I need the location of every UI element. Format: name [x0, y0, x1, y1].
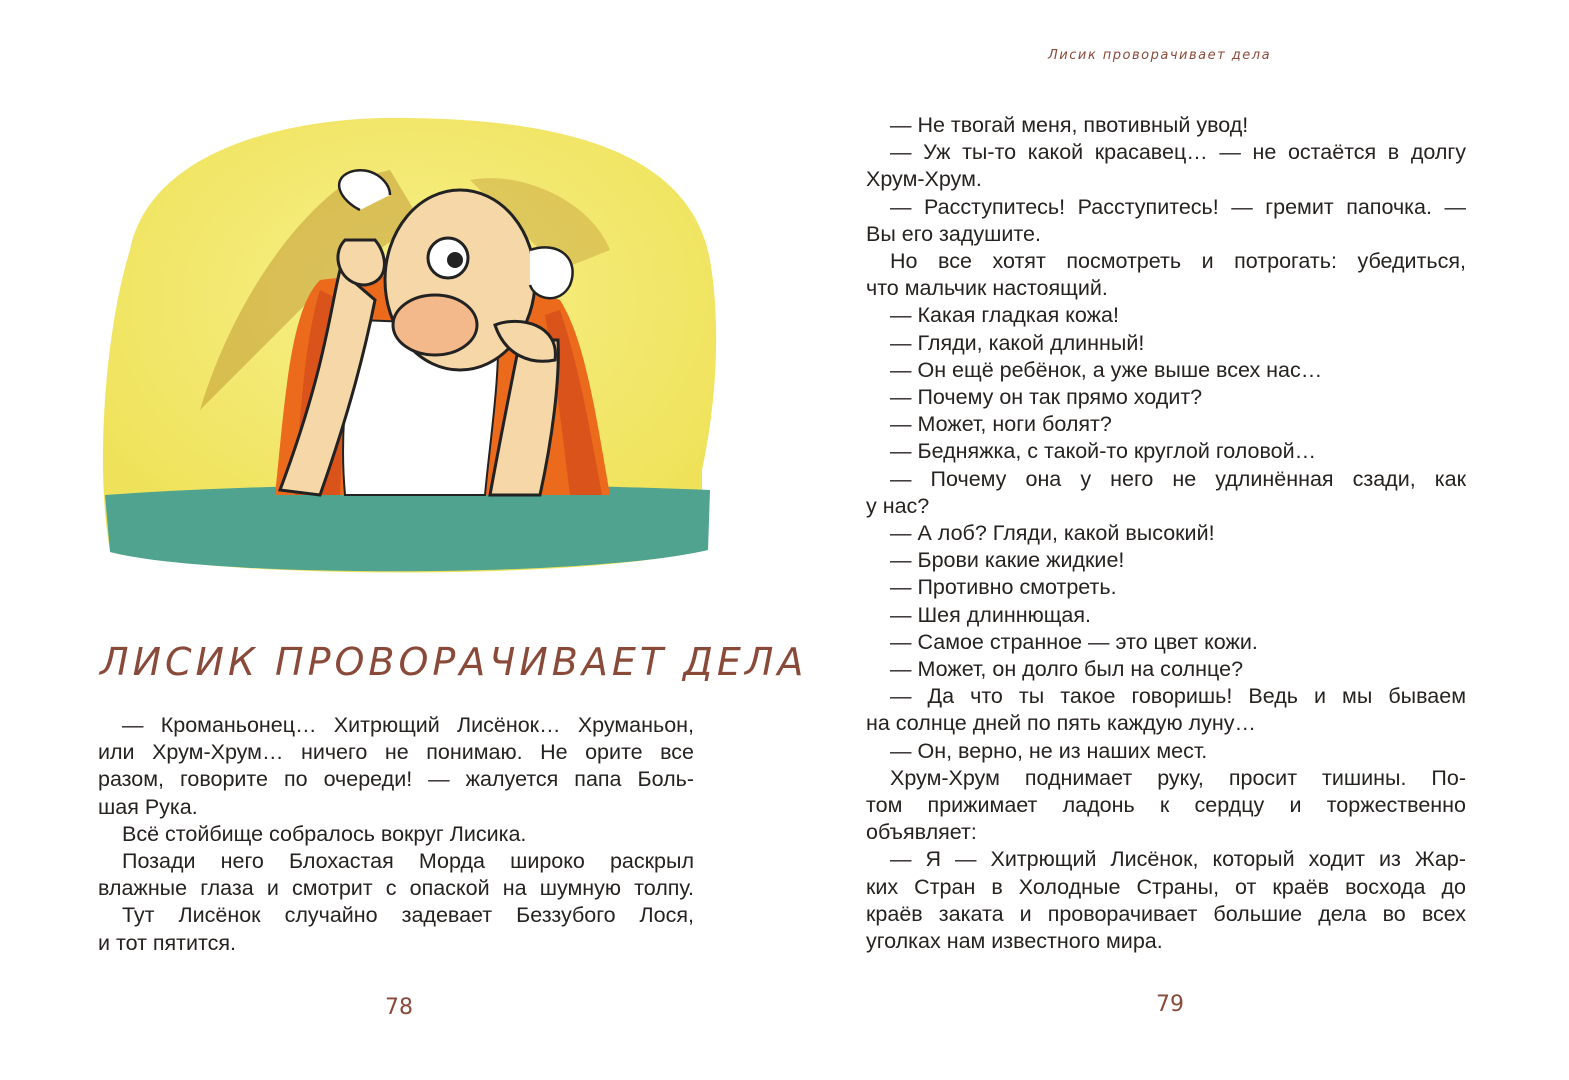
- text-line: или Хрум-Хрум… ничего не понимаю. Не орите все: [98, 740, 694, 765]
- text-line: — Может, он долго был на солнце?: [890, 657, 1244, 682]
- text-line: — Он, верно, не из наших мест.: [890, 738, 1208, 763]
- text-line: Хрум-Хрум.: [866, 167, 982, 192]
- text-line: — Шея длиннющая.: [890, 602, 1091, 627]
- text-line: Вы его задушите.: [866, 221, 1041, 246]
- text-line: — Он ещё ребёнок, а уже выше всех нас…: [890, 357, 1323, 382]
- text-line: объявляет:: [866, 820, 977, 845]
- paragraph: [866, 602, 1466, 629]
- paragraph: [866, 384, 1466, 411]
- chapter-title: ЛИСИК ПРОВОРАЧИВАЕТ ДЕЛА: [100, 640, 808, 684]
- text-line: — Бедняжка, с такой-то круглой головой…: [890, 439, 1317, 464]
- text-line: — Почему она у него не удлинённая сзади, как: [890, 466, 1466, 491]
- left-page-body: [98, 712, 694, 957]
- paragraph: [866, 438, 1466, 465]
- paragraph: [98, 902, 694, 956]
- text-line: на солнце дней по пять каждую луну…: [866, 711, 1256, 736]
- paragraph: [866, 302, 1466, 329]
- text-line: Хрум-Хрум поднимает руку, просит тишины. По-: [890, 765, 1466, 790]
- paragraph: [866, 112, 1466, 139]
- text-line: что мальчик настоящий.: [866, 276, 1108, 301]
- paragraph: [866, 656, 1466, 683]
- paragraph: [866, 629, 1466, 656]
- text-line: ких Стран в Холодные Страны, от краёв восхода до: [866, 874, 1466, 899]
- paragraph: [866, 683, 1466, 737]
- text-line: разом, говорите по очереди! — жалуется папа Боль-: [98, 767, 694, 792]
- paragraph: [866, 139, 1466, 193]
- paragraph: [866, 330, 1466, 357]
- paragraph: [866, 846, 1466, 955]
- paragraph: [98, 848, 694, 902]
- right-page-body: [866, 112, 1466, 955]
- text-line: краёв заката и проворачивает большие дела во всех: [866, 901, 1466, 926]
- text-line: — Гляди, какой длинный!: [890, 330, 1145, 355]
- text-line: — Брови какие жидкие!: [890, 548, 1125, 573]
- text-line: — Почему он так прямо ходит?: [890, 385, 1203, 410]
- text-line: — Уж ты-то какой красавец… — не остаётся в долгу: [890, 140, 1466, 165]
- text-line: — А лоб? Гляди, какой высокий!: [890, 521, 1215, 546]
- text-line: — Не твогай меня, пвотивный увод!: [890, 113, 1249, 137]
- text-line: — Самое странное — это цвет кожи.: [890, 629, 1258, 654]
- text-line: — Да что ты такое говоришь! Ведь и мы бываем: [890, 684, 1466, 709]
- page-number: 79: [1156, 992, 1184, 1017]
- text-line: том прижимает ладонь к сердцу и торжественно: [866, 793, 1466, 818]
- paragraph: [866, 738, 1466, 765]
- paragraph: [98, 821, 694, 848]
- text-line: — Может, ноги болят?: [890, 412, 1112, 437]
- text-line: — Расступитесь! Расступитесь! — гремит папочка. —: [890, 194, 1466, 219]
- paragraph: [98, 712, 694, 821]
- text-line: — Противно смотреть.: [890, 575, 1117, 600]
- text-line: и тот пятится.: [98, 930, 237, 955]
- paragraph: [866, 466, 1466, 520]
- paragraph: [866, 411, 1466, 438]
- paragraph: [866, 194, 1466, 248]
- text-line: у нас?: [866, 493, 930, 518]
- text-line: Но все хотят посмотреть и потрогать: убедиться,: [890, 249, 1466, 274]
- text-line: влажные глаза и смотрит с опаской на шумную толпу.: [98, 876, 694, 901]
- paragraph: [866, 765, 1466, 847]
- text-line: Тут Лисёнок случайно задевает Беззубого Лося,: [122, 903, 694, 928]
- text-line: уголках нам известного мира.: [866, 929, 1163, 954]
- text-line: Всё стойбище собралось вокруг Лисика.: [122, 821, 527, 846]
- text-line: — Я — Хитрющий Лисёнок, который ходит из Жар-: [890, 847, 1466, 872]
- page-number: 78: [385, 995, 413, 1020]
- text-line: шая Рука.: [98, 794, 198, 819]
- paragraph: [866, 574, 1466, 601]
- text-line: Позади него Блохастая Морда широко раскрыл: [122, 849, 694, 874]
- text-line: — Какая гладкая кожа!: [890, 303, 1119, 328]
- paragraph: [866, 248, 1466, 302]
- paragraph: [866, 520, 1466, 547]
- running-head: Лисик проворачивает дела: [1048, 48, 1272, 63]
- paragraph: [866, 547, 1466, 574]
- text-line: — Кроманьонец… Хитрющий Лисёнок… Хруманьон,: [122, 713, 694, 737]
- caveman-illustration: [90, 110, 720, 580]
- right-page: [784, 0, 1569, 1080]
- paragraph: [866, 357, 1466, 384]
